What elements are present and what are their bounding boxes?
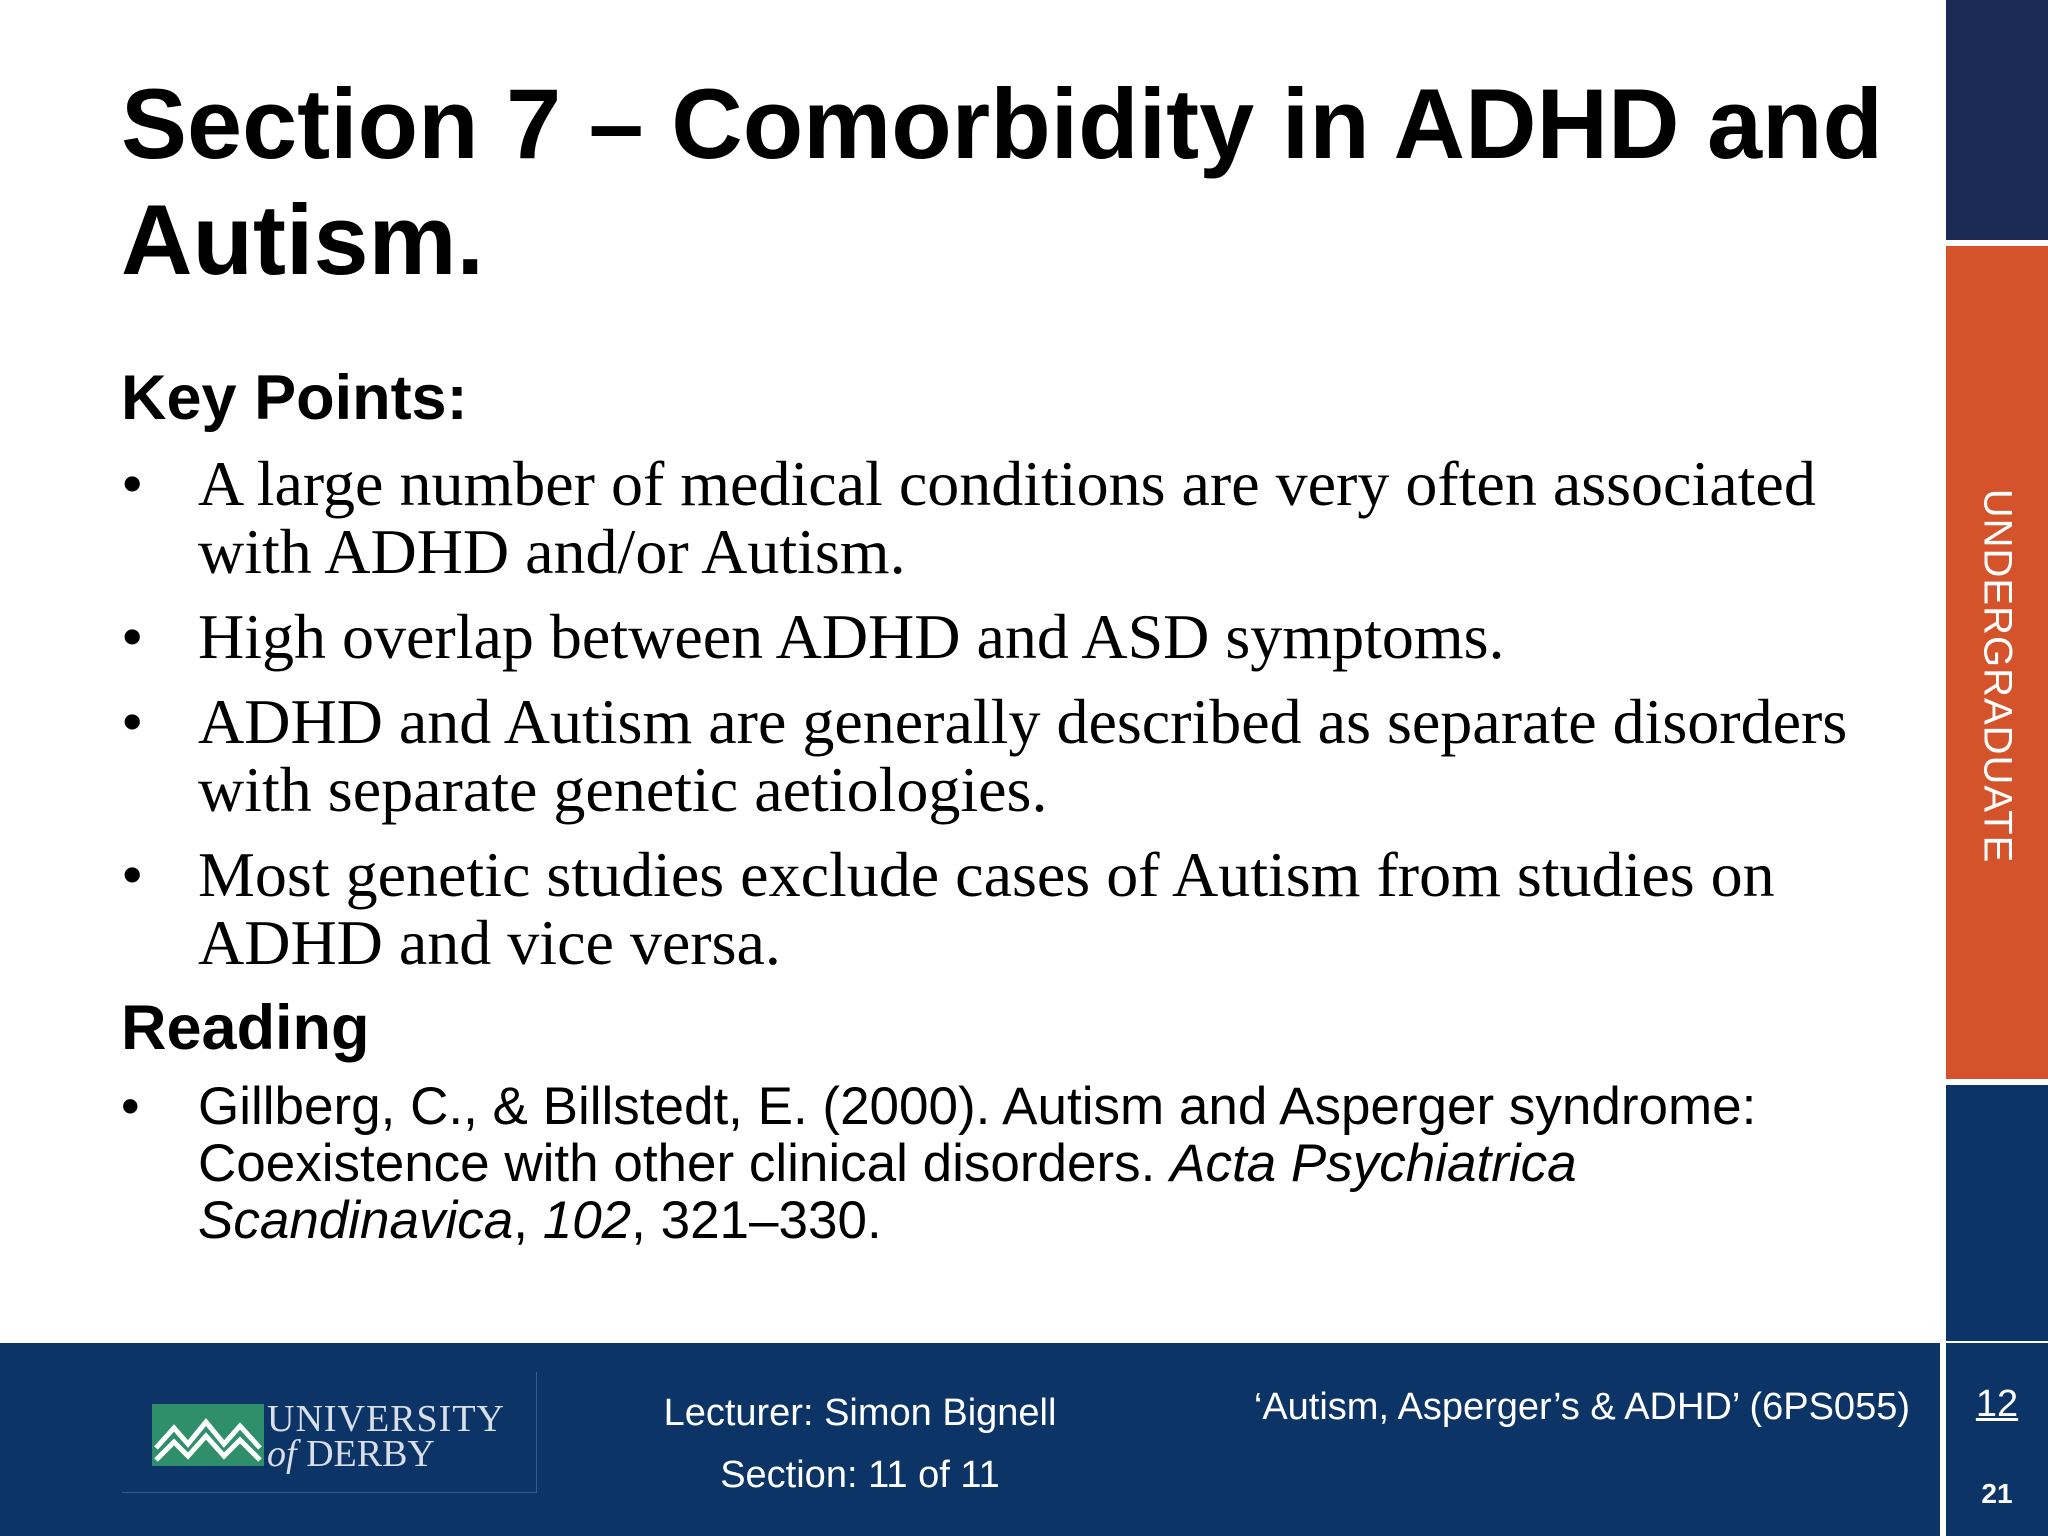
sidebar-top-block bbox=[1946, 0, 2048, 240]
lecturer-name: Lecturer: Simon Bignell bbox=[663, 1392, 1057, 1434]
page-number: 21 bbox=[1981, 1478, 2013, 1509]
mountain-logo-icon bbox=[152, 1404, 264, 1466]
university-logo bbox=[122, 1372, 537, 1493]
sidebar-label: UNDERGRADUATE bbox=[1975, 488, 2020, 864]
logo-text-of: of bbox=[267, 1433, 297, 1475]
slide-title: Section 7 – Comorbidity in ADHD and Autism. bbox=[121, 68, 1883, 295]
key-points-heading: Key Points: bbox=[121, 363, 468, 433]
reference-journal: Acta Psychiatrica Scandinavica bbox=[198, 1134, 1577, 1250]
logo-text-name: DERBY bbox=[306, 1433, 435, 1475]
key-point-item: • A large number of medical conditions are very often associated with ADHD and/or Autism. bbox=[121, 450, 1861, 586]
logo-text-university: UNIVERSITY bbox=[267, 1398, 505, 1440]
course-title: ‘Autism, Asperger’s & ADHD’ (6PS055) bbox=[1253, 1386, 1910, 1428]
logo-text-derby bbox=[267, 1432, 435, 1476]
key-points-list bbox=[121, 450, 1861, 994]
page-small-label: 12 bbox=[1975, 1383, 2019, 1425]
key-point-item: • High overlap between ADHD and ASD symptoms. bbox=[121, 603, 1861, 671]
sidebar-bottom-block bbox=[1946, 1085, 2048, 1341]
reading-list bbox=[121, 1078, 1861, 1249]
reference-volume: 102 bbox=[542, 1191, 632, 1250]
key-point-item: • ADHD and Autism are generally described as separate disorders with separate genetic aetiologies. bbox=[121, 688, 1861, 824]
reference-pages: 321–330. bbox=[660, 1191, 882, 1250]
reference-authors: Gillberg, C., & Billstedt, E. (2000). Autism and Asperger syndrome: Coexistence with other clinical disorders. bbox=[198, 1077, 1757, 1193]
reading-heading: Reading bbox=[121, 993, 370, 1063]
key-point-item: • Most genetic studies exclude cases of Autism from studies on ADHD and vice versa. bbox=[121, 841, 1861, 977]
reading-reference: • Gillberg, C., & Billstedt, E. (2000). Autism and Asperger syndrome: Coexistence with other clinical disorders. Acta Psychiatrica Scandinavica, 102, 321–330. bbox=[121, 1078, 1861, 1249]
section-counter: Section: 11 of 11 bbox=[720, 1454, 1000, 1496]
